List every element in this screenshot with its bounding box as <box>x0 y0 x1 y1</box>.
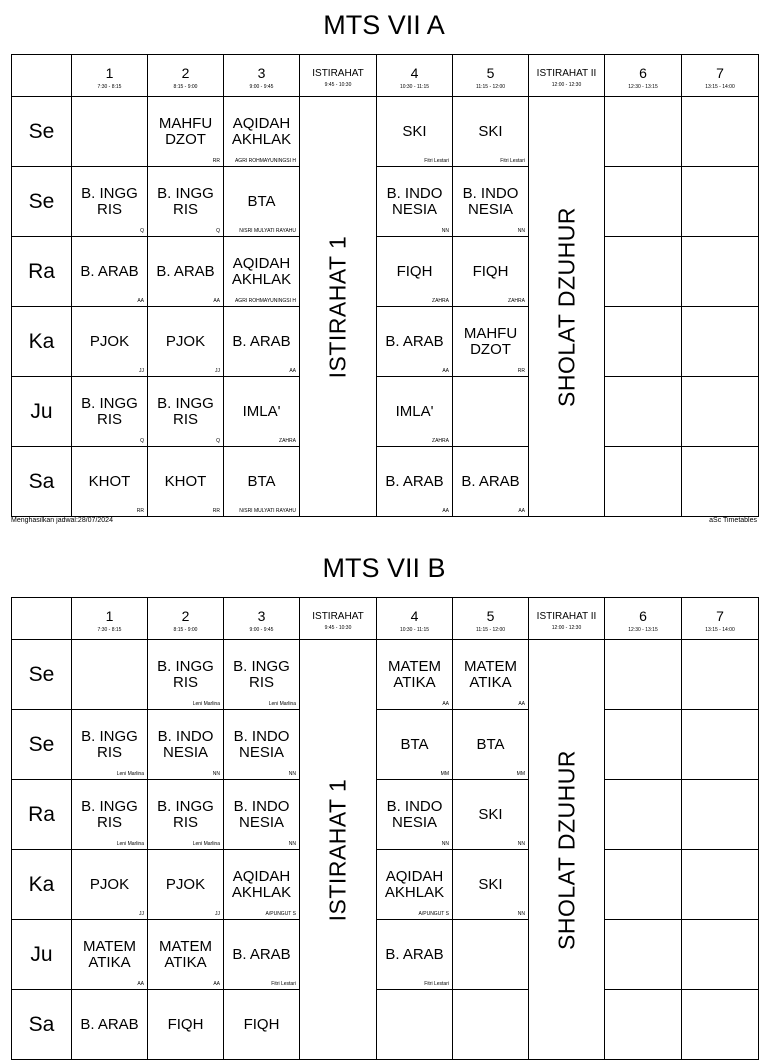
empty-cell <box>682 237 759 307</box>
timetable-grid <box>11 597 759 1060</box>
lesson-cell <box>72 167 148 237</box>
lesson-cell <box>224 850 300 920</box>
lesson-cell <box>377 920 453 990</box>
period-header <box>148 55 224 97</box>
subject-name: KHOT <box>164 472 207 490</box>
lesson-cell <box>377 307 453 377</box>
teacher-name: Fitri Lestari <box>500 158 525 164</box>
period-time: 10:30 - 11:15 <box>399 84 430 90</box>
period-number: 5 <box>486 608 495 624</box>
lesson-cell <box>72 850 148 920</box>
subject-name: BTA <box>476 735 505 753</box>
corner-cell <box>12 55 72 97</box>
lesson-cell <box>148 850 224 920</box>
period-number: 6 <box>639 608 647 624</box>
subject-name: IMLA' <box>242 402 281 420</box>
lesson-cell <box>148 640 224 710</box>
break-label: ISTIRAHAT <box>312 611 364 622</box>
period-header <box>605 55 682 97</box>
corner-cell <box>12 598 72 640</box>
break-sholat-dzuhur <box>529 97 605 517</box>
teacher-name: Q <box>140 438 144 444</box>
timetable-title: MTS VII A <box>323 10 445 40</box>
lesson-cell <box>224 447 300 517</box>
period-number: 7 <box>716 65 724 81</box>
subject-name: FIQH <box>472 262 509 280</box>
period-header <box>224 598 300 640</box>
teacher-name: AGRI ROHMAYUNINGSI H <box>234 158 296 164</box>
teacher-name: N/SRI MULYATI RAYAHU <box>239 228 296 234</box>
day-row <box>12 990 759 1060</box>
lesson-cell <box>377 710 453 780</box>
teacher-name: AA <box>213 981 220 987</box>
teacher-name: MM <box>440 771 449 777</box>
teacher-name: Q <box>140 228 144 234</box>
break-label: ISTIRAHAT II <box>536 611 597 622</box>
teacher-name: RR <box>136 508 144 514</box>
teacher-name: NN <box>288 841 296 847</box>
header-row <box>12 55 759 97</box>
subject-name: B. ARAB <box>156 262 215 280</box>
empty-cell <box>605 850 682 920</box>
lesson-cell <box>377 850 453 920</box>
period-header <box>605 598 682 640</box>
lesson-cell <box>148 377 224 447</box>
lesson-cell <box>148 167 224 237</box>
period-time: 7:30 - 8:15 <box>97 627 122 633</box>
period-number: 3 <box>257 65 266 81</box>
empty-cell <box>682 307 759 377</box>
subject-name: B. INDO NESIA <box>157 727 214 761</box>
period-time: 8:15 - 9:00 <box>173 627 198 633</box>
subject-name: MATEM ATIKA <box>463 657 518 691</box>
period-time: 8:15 - 9:00 <box>173 84 198 90</box>
period-header <box>224 55 300 97</box>
day-row <box>12 237 759 307</box>
period-time: 13:15 - 14:00 <box>705 84 735 90</box>
period-number: 4 <box>410 65 419 81</box>
teacher-name: JJ <box>139 911 144 917</box>
empty-cell <box>682 990 759 1060</box>
teacher-name: RR <box>212 158 220 164</box>
subject-name: MATEM ATIKA <box>82 937 137 971</box>
day-label: Se <box>12 640 72 710</box>
day-label: Ra <box>12 780 72 850</box>
lesson-cell <box>453 237 529 307</box>
teacher-name: JJ <box>139 368 144 374</box>
subject-name: PJOK <box>165 875 206 893</box>
break-vertical-label: ISTIRAHAT 1 <box>324 235 351 378</box>
lesson-cell <box>377 237 453 307</box>
period-time: 13:15 - 14:00 <box>705 627 735 633</box>
break-label: ISTIRAHAT II <box>536 68 597 79</box>
subject-name: B. INGG RIS <box>81 797 138 831</box>
empty-cell <box>682 447 759 517</box>
period-time: 9:00 - 9:45 <box>249 627 274 633</box>
period-time: 12:00 - 12:30 <box>551 625 582 631</box>
header-row <box>12 598 759 640</box>
lesson-cell <box>453 920 529 990</box>
period-number: 7 <box>716 608 724 624</box>
period-time: 11:15 - 12:00 <box>475 627 506 633</box>
period-number: 2 <box>181 608 190 624</box>
subject-name: B. INDO NESIA <box>386 797 443 831</box>
teacher-name: Leni Marlina <box>116 841 144 847</box>
period-header <box>72 55 148 97</box>
day-row <box>12 377 759 447</box>
subject-name: SKI <box>478 122 503 140</box>
period-header <box>72 598 148 640</box>
period-number: 5 <box>486 65 495 81</box>
period-number: 1 <box>105 608 114 624</box>
period-number: 3 <box>257 608 266 624</box>
lesson-cell <box>148 307 224 377</box>
lesson-cell <box>148 780 224 850</box>
empty-cell <box>605 307 682 377</box>
subject-name: BTA <box>247 192 276 210</box>
period-header <box>453 598 529 640</box>
break-header <box>300 55 377 97</box>
teacher-name: ZAHRA <box>432 438 449 444</box>
lesson-cell <box>377 780 453 850</box>
period-time: 12:30 - 13:15 <box>628 84 658 90</box>
lesson-cell <box>377 640 453 710</box>
break-header <box>529 55 605 97</box>
teacher-name: Fitri Lestari <box>424 981 449 987</box>
subject-name: B. ARAB <box>80 1015 139 1033</box>
day-label: Ju <box>12 920 72 990</box>
lesson-cell <box>224 990 300 1060</box>
teacher-name: NN <box>517 228 525 234</box>
lesson-cell <box>377 377 453 447</box>
teacher-name: NN <box>517 911 525 917</box>
break-header <box>529 598 605 640</box>
subject-name: B. ARAB <box>385 945 444 963</box>
period-time: 11:15 - 12:00 <box>475 84 506 90</box>
teacher-name: ZAHRA <box>508 298 525 304</box>
lesson-cell <box>148 97 224 167</box>
subject-name: BTA <box>247 472 276 490</box>
lesson-cell <box>377 97 453 167</box>
lesson-cell <box>224 920 300 990</box>
subject-name: BTA <box>400 735 429 753</box>
break-istirahat-1 <box>300 97 377 517</box>
teacher-name: N/SRI MULYATI RAYAHU <box>239 508 296 514</box>
break-istirahat-1 <box>300 640 377 1060</box>
empty-cell <box>682 920 759 990</box>
teacher-name: NN <box>212 771 220 777</box>
subject-name: MAHFU DZOT <box>158 114 213 148</box>
lesson-cell <box>72 307 148 377</box>
lesson-cell <box>224 377 300 447</box>
subject-name: AQIDAH AKHLAK <box>231 254 292 288</box>
empty-cell <box>682 640 759 710</box>
lesson-cell <box>377 167 453 237</box>
lesson-cell <box>224 780 300 850</box>
subject-name: B. INDO NESIA <box>233 727 290 761</box>
lesson-cell <box>453 447 529 517</box>
teacher-name: NN <box>517 841 525 847</box>
subject-name: SKI <box>402 122 427 140</box>
day-label: Sa <box>12 447 72 517</box>
lesson-cell <box>453 167 529 237</box>
lesson-cell <box>453 990 529 1060</box>
day-label: Ra <box>12 237 72 307</box>
lesson-cell <box>224 237 300 307</box>
empty-cell <box>605 990 682 1060</box>
teacher-name: Q <box>216 438 220 444</box>
lesson-cell <box>453 97 529 167</box>
empty-cell <box>682 167 759 237</box>
teacher-name: ZAHRA <box>279 438 296 444</box>
period-number: 2 <box>181 65 190 81</box>
lesson-cell <box>453 377 529 447</box>
break-vertical-label: ISTIRAHAT 1 <box>324 778 351 921</box>
lesson-cell <box>224 307 300 377</box>
lesson-cell <box>72 710 148 780</box>
lesson-cell <box>453 710 529 780</box>
teacher-name: AA <box>518 701 525 707</box>
lesson-cell <box>377 447 453 517</box>
day-row <box>12 640 759 710</box>
subject-name: B. INGG RIS <box>157 657 214 691</box>
subject-name: MATEM ATIKA <box>387 657 442 691</box>
subject-name: PJOK <box>89 875 130 893</box>
lesson-cell <box>72 97 148 167</box>
subject-name: PJOK <box>165 332 206 350</box>
subject-name: B. ARAB <box>385 472 444 490</box>
subject-name: B. INDO NESIA <box>462 184 519 218</box>
subject-name: B. INGG RIS <box>157 394 214 428</box>
empty-cell <box>605 920 682 990</box>
teacher-name: AGRI ROHMAYUNINGSI H <box>234 298 296 304</box>
subject-name: MATEM ATIKA <box>158 937 213 971</box>
empty-cell <box>682 780 759 850</box>
teacher-name: NN <box>441 841 449 847</box>
empty-cell <box>605 447 682 517</box>
lesson-cell <box>148 920 224 990</box>
empty-cell <box>605 97 682 167</box>
subject-name: PJOK <box>89 332 130 350</box>
subject-name: B. ARAB <box>232 332 291 350</box>
teacher-name: ZAHRA <box>432 298 449 304</box>
subject-name: SKI <box>478 875 503 893</box>
empty-cell <box>605 237 682 307</box>
empty-cell <box>682 97 759 167</box>
period-header <box>453 55 529 97</box>
subject-name: MAHFU DZOT <box>463 324 518 358</box>
lesson-cell <box>148 710 224 780</box>
break-header <box>300 598 377 640</box>
day-label: Se <box>12 167 72 237</box>
lesson-cell <box>72 237 148 307</box>
teacher-name: RR <box>517 368 525 374</box>
subject-name: B. INGG RIS <box>233 657 290 691</box>
teacher-name: NN <box>441 228 449 234</box>
lesson-cell <box>453 850 529 920</box>
subject-name: B. INGG RIS <box>157 797 214 831</box>
teacher-name: JJ <box>215 911 220 917</box>
period-header <box>377 55 453 97</box>
subject-name: SKI <box>478 805 503 823</box>
lesson-cell <box>224 97 300 167</box>
teacher-name: Leni Marlina <box>116 771 144 777</box>
generated-date: Menghasilkan jadwal:28/07/2024 <box>11 517 113 524</box>
subject-name: B. INDO NESIA <box>233 797 290 831</box>
teacher-name: AA <box>213 298 220 304</box>
subject-name: B. INGG RIS <box>157 184 214 218</box>
period-time: 12:30 - 13:15 <box>628 627 658 633</box>
subject-name: B. ARAB <box>80 262 139 280</box>
period-header <box>148 598 224 640</box>
subject-name: B. ARAB <box>385 332 444 350</box>
lesson-cell <box>453 640 529 710</box>
teacher-name: AA <box>442 368 449 374</box>
teacher-name: NN <box>288 771 296 777</box>
empty-cell <box>605 167 682 237</box>
break-vertical-label: SHOLAT DZUHUR <box>553 206 579 407</box>
teacher-name: AA <box>442 508 449 514</box>
teacher-name: AA <box>518 508 525 514</box>
subject-name: B. INGG RIS <box>81 394 138 428</box>
teacher-name: AA <box>137 981 144 987</box>
break-sholat-dzuhur <box>529 640 605 1060</box>
lesson-cell <box>72 920 148 990</box>
subject-name: FIQH <box>243 1015 280 1033</box>
teacher-name: AA <box>289 368 296 374</box>
lesson-cell <box>72 640 148 710</box>
lesson-cell <box>72 990 148 1060</box>
day-row <box>12 97 759 167</box>
lesson-cell <box>453 307 529 377</box>
lesson-cell <box>224 640 300 710</box>
subject-name: KHOT <box>88 472 131 490</box>
lesson-cell <box>72 780 148 850</box>
software-credit: aSc Timetables <box>709 517 757 524</box>
day-row <box>12 710 759 780</box>
lesson-cell <box>72 377 148 447</box>
teacher-name: Leni Marlina <box>192 841 220 847</box>
teacher-name: A/PUNGUT S <box>418 911 449 917</box>
break-vertical-label: SHOLAT DZUHUR <box>553 749 579 950</box>
day-label: Se <box>12 710 72 780</box>
day-label: Se <box>12 97 72 167</box>
empty-cell <box>682 850 759 920</box>
period-header <box>682 598 759 640</box>
timetable-title: MTS VII B <box>322 553 446 583</box>
lesson-cell <box>224 167 300 237</box>
period-header <box>682 55 759 97</box>
period-time: 9:45 - 10:30 <box>324 625 352 631</box>
lesson-cell <box>72 447 148 517</box>
day-row <box>12 920 759 990</box>
subject-name: FIQH <box>396 262 433 280</box>
period-number: 4 <box>410 608 419 624</box>
timetable-grid <box>11 54 759 517</box>
empty-cell <box>682 377 759 447</box>
subject-name: IMLA' <box>395 402 434 420</box>
lesson-cell <box>453 780 529 850</box>
lesson-cell <box>148 990 224 1060</box>
teacher-name: Fitri Lestari <box>271 981 296 987</box>
subject-name: B. INGG RIS <box>81 727 138 761</box>
subject-name: B. ARAB <box>461 472 520 490</box>
break-label: ISTIRAHAT <box>312 68 364 79</box>
empty-cell <box>605 780 682 850</box>
teacher-name: Q <box>216 228 220 234</box>
period-time: 10:30 - 11:15 <box>399 627 430 633</box>
period-time: 12:00 - 12:30 <box>551 82 582 88</box>
subject-name: AQIDAH AKHLAK <box>231 114 292 148</box>
empty-cell <box>682 710 759 780</box>
day-row <box>12 447 759 517</box>
empty-cell <box>605 710 682 780</box>
teacher-name: AA <box>137 298 144 304</box>
teacher-name: Fitri Lestari <box>424 158 449 164</box>
subject-name: B. ARAB <box>232 945 291 963</box>
period-number: 1 <box>105 65 114 81</box>
day-label: Ka <box>12 850 72 920</box>
subject-name: FIQH <box>167 1015 204 1033</box>
subject-name: AQIDAH AKHLAK <box>384 867 445 901</box>
teacher-name: Leni Marlina <box>268 701 296 707</box>
lesson-cell <box>148 237 224 307</box>
empty-cell <box>605 377 682 447</box>
period-time: 9:45 - 10:30 <box>324 82 352 88</box>
subject-name: B. INGG RIS <box>81 184 138 218</box>
period-time: 9:00 - 9:45 <box>249 84 274 90</box>
lesson-cell <box>377 990 453 1060</box>
subject-name: AQIDAH AKHLAK <box>231 867 292 901</box>
day-label: Sa <box>12 990 72 1060</box>
teacher-name: Leni Marlina <box>192 701 220 707</box>
day-row <box>12 850 759 920</box>
period-header <box>377 598 453 640</box>
day-label: Ka <box>12 307 72 377</box>
empty-cell <box>605 640 682 710</box>
day-row <box>12 307 759 377</box>
day-label: Ju <box>12 377 72 447</box>
lesson-cell <box>224 710 300 780</box>
teacher-name: AA <box>442 701 449 707</box>
teacher-name: MM <box>516 771 525 777</box>
teacher-name: A/PUNGUT S <box>265 911 296 917</box>
teacher-name: RR <box>212 508 220 514</box>
period-number: 6 <box>639 65 647 81</box>
teacher-name: JJ <box>215 368 220 374</box>
lesson-cell <box>148 447 224 517</box>
day-row <box>12 780 759 850</box>
period-time: 7:30 - 8:15 <box>97 84 122 90</box>
day-row <box>12 167 759 237</box>
subject-name: B. INDO NESIA <box>386 184 443 218</box>
